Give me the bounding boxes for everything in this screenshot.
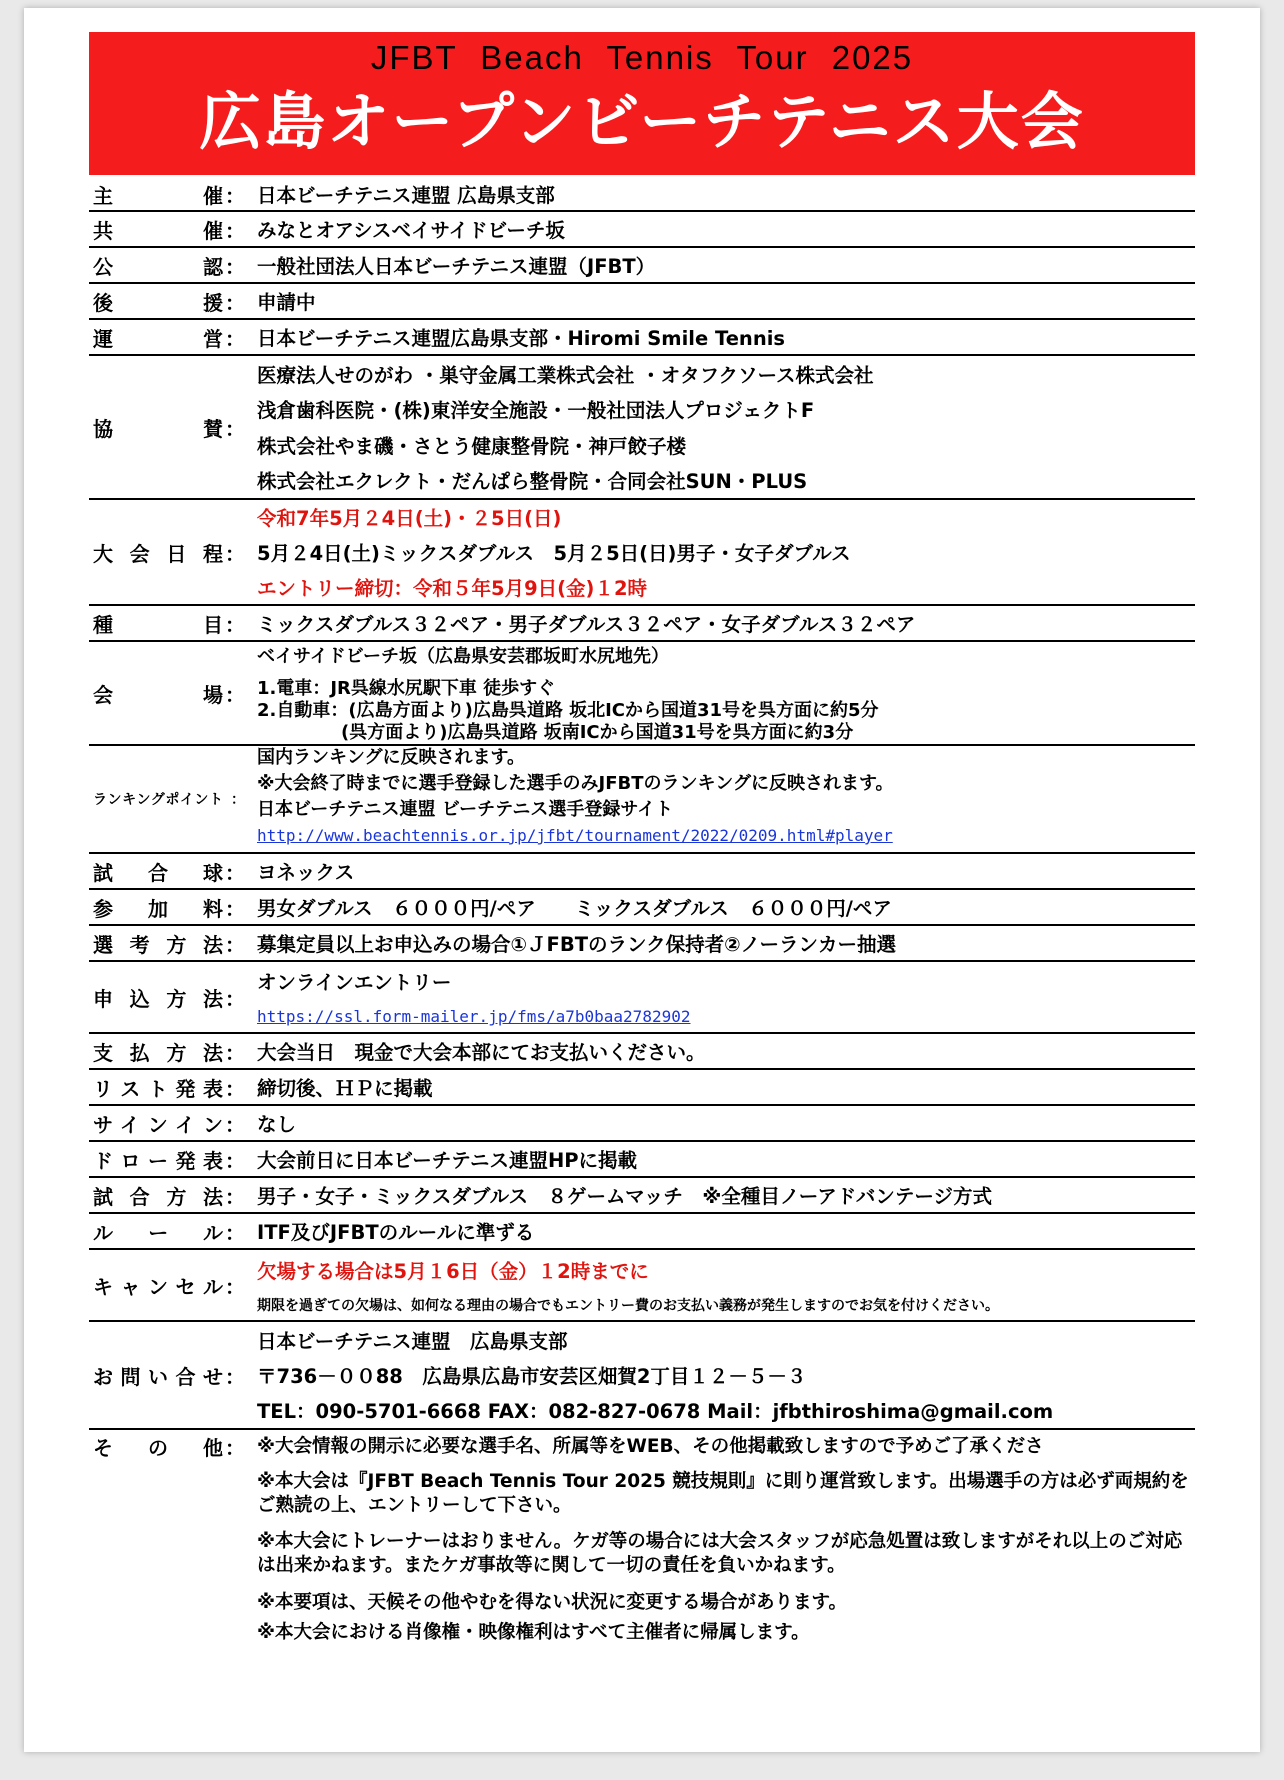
other-item: ※本大会は『JFBT Beach Tennis Tour 2025 競技規則』に則り運営致します。出場選手の方は必ず両規約をご熟読の上、エントリーして下さい。	[257, 1471, 1189, 1516]
row-cohost: 共 催 ： みなとオアシスベイサイドビーチ坂	[89, 212, 1195, 248]
sponsor-line: 浅倉歯科医院・(株)東洋安全施設・一般社団法人プロジェクトF	[257, 399, 815, 423]
row-label: 公 認	[93, 254, 223, 279]
row-label: 運 営	[93, 326, 223, 351]
row-value: 大会前日に日本ビーチテニス連盟HPに掲載	[257, 1149, 638, 1172]
row-value: 大会当日 現金で大会本部にてお支払いください。	[257, 1041, 706, 1064]
contact-address: 〒736－００88 広島県広島市安芸区畑賀2丁目１２－５－３	[257, 1364, 807, 1388]
schedule-detail: 5月２4日(土)ミックスダブルス 5月２5日(日)男子・女子ダブルス	[257, 541, 851, 565]
ranking-line: 日本ビーチテニス連盟 ビーチテニス選手登録サイト	[257, 799, 674, 820]
row-label: 大会日程	[93, 541, 223, 566]
ranking-line: ※大会終了時までに選手登録した選手のみJFBTのランキングに反映されます。	[257, 773, 894, 794]
event-title: 広島オープンビーチテニス大会	[199, 85, 1085, 158]
row-sponsor: 協 賛 ： 医療法人せのがわ ・巣守金属工業株式会社 ・オタフクソース株式会社 浅倉歯科医院・(株)東洋安全施設・一般社団法人プロジェクトF 株式会社やま磯・さとう健康整骨院・神戸餃子楼 株式会社エクレクト・だんぱら整骨院・合同会社SUN・PLUS	[89, 356, 1195, 500]
row-label: 申込方法	[93, 986, 223, 1011]
row-value: ヨネックス	[257, 861, 355, 884]
other-item: ※本大会における肖像権・映像権利はすべて主催者に帰属します。	[257, 1622, 810, 1643]
row-ranking: ランキングポイント ： 国内ランキングに反映されます。 ※大会終了時までに選手登録した選手のみJFBTのランキングに反映されます。 日本ビーチテニス連盟 ビーチテニス選手登録サイト http://www.beachtennis.or.jp/jfbt/tournament/2022/0209.html#player	[89, 746, 1195, 854]
row-selection: 選考方法 ： 募集定員以上お申込みの場合①ＪFBTのランク保持者②ノーランカー抽選	[89, 926, 1195, 962]
row-approval: 公 認 ： 一般社団法人日本ビーチテニス連盟（JFBT）	[89, 248, 1195, 284]
contact-phone: TEL：090-5701-6668 FAX：082-827-0678 Mail：jfbthiroshima@gmail.com	[257, 1400, 1054, 1424]
row-events: 種 目 ： ミックスダブルス３２ペア・男子ダブルス３２ペア・女子ダブルス３２ペア	[89, 606, 1195, 642]
venue-access-car-alt: (呉方面より)広島呉道路 坂南ICから国道31号を呉方面に約3分	[341, 722, 854, 743]
row-value: みなとオアシスベイサイドビーチ坂	[257, 219, 565, 242]
row-label: 試合方法	[93, 1184, 223, 1209]
row-label: 参加料	[93, 896, 223, 921]
row-ball: 試合球 ： ヨネックス	[89, 854, 1195, 890]
row-label: 支払方法	[93, 1040, 223, 1065]
row-other: そ の 他 ： ※大会情報の開示に必要な選手名、所属等をWEB、その他掲載致しますので予めご了承くださ ※本大会は『JFBT Beach Tennis Tour 2025 競技規則』に則り運営致します。出場選手の方は必ず両規約をご熟読の上、エントリーして下さい。 ※本大会にトレーナーはおりません。ケガ等の場合には大会スタッフが応急処置は致しますがそれ以上のご対応は出来かねます。またケガ事故等に関して一切の責任を負いかねます。 ※本要項は、天候その他やむを得ない状況に変更する場合があります。 ※本大会における肖像権・映像権利はすべて主催者に帰属します。	[89, 1430, 1195, 1678]
row-label: ルール	[93, 1220, 223, 1245]
row-value: ITF及びJFBTのルールに準ずる	[257, 1221, 535, 1244]
row-apply: 申込方法 ： オンラインエントリー https://ssl.form-mailer.jp/fms/a7b0baa2782902	[89, 962, 1195, 1034]
row-label: 種 目	[93, 612, 223, 637]
sponsor-line: 医療法人せのがわ ・巣守金属工業株式会社 ・オタフクソース株式会社	[257, 363, 874, 387]
ranking-line: 国内ランキングに反映されます。	[257, 747, 526, 768]
row-label: 協 賛	[93, 416, 223, 441]
entry-deadline: エントリー締切：令和５年5月9日(金)１2時	[257, 576, 648, 600]
row-payment: 支払方法 ： 大会当日 現金で大会本部にてお支払いください。	[89, 1034, 1195, 1070]
venue-access-car: 2.自動車：(広島方面より)広島呉道路 坂北ICから国道31号を呉方面に約5分	[257, 700, 879, 721]
row-host: 主 催 ： 日本ビーチテニス連盟 広島県支部	[89, 178, 1195, 212]
row-list: リスト発表 ： 締切後、ＨＰに掲載	[89, 1070, 1195, 1106]
cancel-note: 期限を過ぎての欠場は、如何なる理由の場合でもエントリー費のお支払い義務が発生しますのでお気を付けください。	[257, 1297, 999, 1314]
row-label: リスト発表	[93, 1076, 223, 1101]
schedule-dates: 令和7年5月２4日(土)・２5日(日)	[257, 507, 562, 531]
row-label: ドロー発表	[93, 1148, 223, 1173]
document-page	[24, 8, 1260, 1752]
row-value: 締切後、ＨＰに掲載	[257, 1077, 433, 1100]
entry-form-link[interactable]: https://ssl.form-mailer.jp/fms/a7b0baa2782902	[257, 1007, 691, 1027]
row-value: 日本ビーチテニス連盟広島県支部・Hiromi Smile Tennis	[257, 327, 785, 350]
row-contact: お問い合せ ： 日本ビーチテニス連盟 広島県支部 〒736－００88 広島県広島市安芸区畑賀2丁目１２－５－３ TEL：090-5701-6668 FAX：082-827-0678 Mail：jfbthiroshima@gmail.com	[89, 1322, 1195, 1430]
row-fee: 参加料 ： 男女ダブルス ６０００円/ペア ミックスダブルス ６０００円/ペア	[89, 890, 1195, 926]
row-label: ランキングポイント	[93, 792, 223, 808]
row-value: 申請中	[257, 291, 316, 314]
title-banner	[89, 32, 1195, 175]
other-item: ※本大会にトレーナーはおりません。ケガ等の場合には大会スタッフが応急処置は致しますがそれ以上のご対応は出来かねます。またケガ事故等に関して一切の責任を負いかねます。	[257, 1531, 1183, 1576]
row-label: そ の 他	[93, 1435, 223, 1460]
row-label: 後 援	[93, 290, 223, 315]
other-item: ※本要項は、天候その他やむを得ない状況に変更する場合があります。	[257, 1592, 848, 1613]
player-registration-link[interactable]: http://www.beachtennis.or.jp/jfbt/tournament/2022/0209.html#player	[257, 826, 893, 845]
tour-subtitle: JFBT Beach Tennis Tour 2025	[370, 39, 914, 76]
cancel-deadline: 欠場する場合は5月１6日（金）１2時までに	[257, 1259, 649, 1283]
row-rules: ルール ： ITF及びJFBTのルールに準ずる	[89, 1214, 1195, 1250]
row-label: 選考方法	[93, 932, 223, 957]
row-label: 試合球	[93, 860, 223, 885]
sponsor-line: 株式会社やま磯・さとう健康整骨院・神戸餃子楼	[257, 434, 687, 458]
row-format: 試合方法 ： 男子・女子・ミックスダブルス ８ゲームマッチ ※全種目ノーアドバンテージ方式	[89, 1178, 1195, 1214]
row-value: なし	[257, 1113, 297, 1136]
row-label: 主 催	[93, 183, 223, 208]
venue-name: ベイサイドビーチ坂（広島県安芸郡坂町水尻地先）	[257, 646, 670, 667]
sponsor-line: 株式会社エクレクト・だんぱら整骨院・合同会社SUN・PLUS	[257, 470, 808, 494]
row-schedule: 大会日程 ： 令和7年5月２4日(土)・２5日(日) 5月２4日(土)ミックスダブルス 5月２5日(日)男子・女子ダブルス エントリー締切：令和５年5月9日(金)１2時	[89, 500, 1195, 606]
row-value: ミックスダブルス３２ペア・男子ダブルス３２ペア・女子ダブルス３２ペア	[257, 613, 916, 636]
row-draw: ドロー発表 ： 大会前日に日本ビーチテニス連盟HPに掲載	[89, 1142, 1195, 1178]
venue-access-train: 1.電車：JR呉線水尻駅下車 徒歩すぐ	[257, 678, 556, 699]
row-venue: 会 場 ： ベイサイドビーチ坂（広島県安芸郡坂町水尻地先） 1.電車：JR呉線水尻駅下車 徒歩すぐ 2.自動車：(広島方面より)広島呉道路 坂北ICから国道31号を呉方面に約5分 (呉方面より)広島呉道路 坂南ICから国道31号を呉方面に約3分	[89, 642, 1195, 746]
row-operation: 運 営 ： 日本ビーチテニス連盟広島県支部・Hiromi Smile Tennis	[89, 320, 1195, 356]
row-value: 日本ビーチテニス連盟 広島県支部	[257, 184, 555, 207]
row-signin: サインイン ： なし	[89, 1106, 1195, 1142]
row-label: キャンセル	[93, 1274, 223, 1299]
row-value: オンラインエントリー	[257, 970, 452, 994]
row-label: 共 催	[93, 218, 223, 243]
row-value: 一般社団法人日本ビーチテニス連盟（JFBT）	[257, 255, 656, 278]
row-cancel: キャンセル ： 欠場する場合は5月１6日（金）１2時までに 期限を過ぎての欠場は、如何なる理由の場合でもエントリー費のお支払い義務が発生しますのでお気を付けください。	[89, 1250, 1195, 1322]
row-label: 会 場	[93, 682, 223, 707]
contact-org: 日本ビーチテニス連盟 広島県支部	[257, 1329, 568, 1353]
row-value: 募集定員以上お申込みの場合①ＪFBTのランク保持者②ノーランカー抽選	[257, 933, 897, 956]
row-support: 後 援 ： 申請中	[89, 284, 1195, 320]
row-label: お問い合せ	[93, 1364, 223, 1389]
row-value: 男子・女子・ミックスダブルス ８ゲームマッチ ※全種目ノーアドバンテージ方式	[257, 1185, 992, 1208]
other-item: ※大会情報の開示に必要な選手名、所属等をWEB、その他掲載致しますので予めご了承くださ	[257, 1436, 1044, 1457]
row-label: サインイン	[93, 1112, 223, 1137]
row-value: 男女ダブルス ６０００円/ペア ミックスダブルス ６０００円/ペア	[257, 897, 892, 920]
details-table	[89, 178, 1195, 1678]
